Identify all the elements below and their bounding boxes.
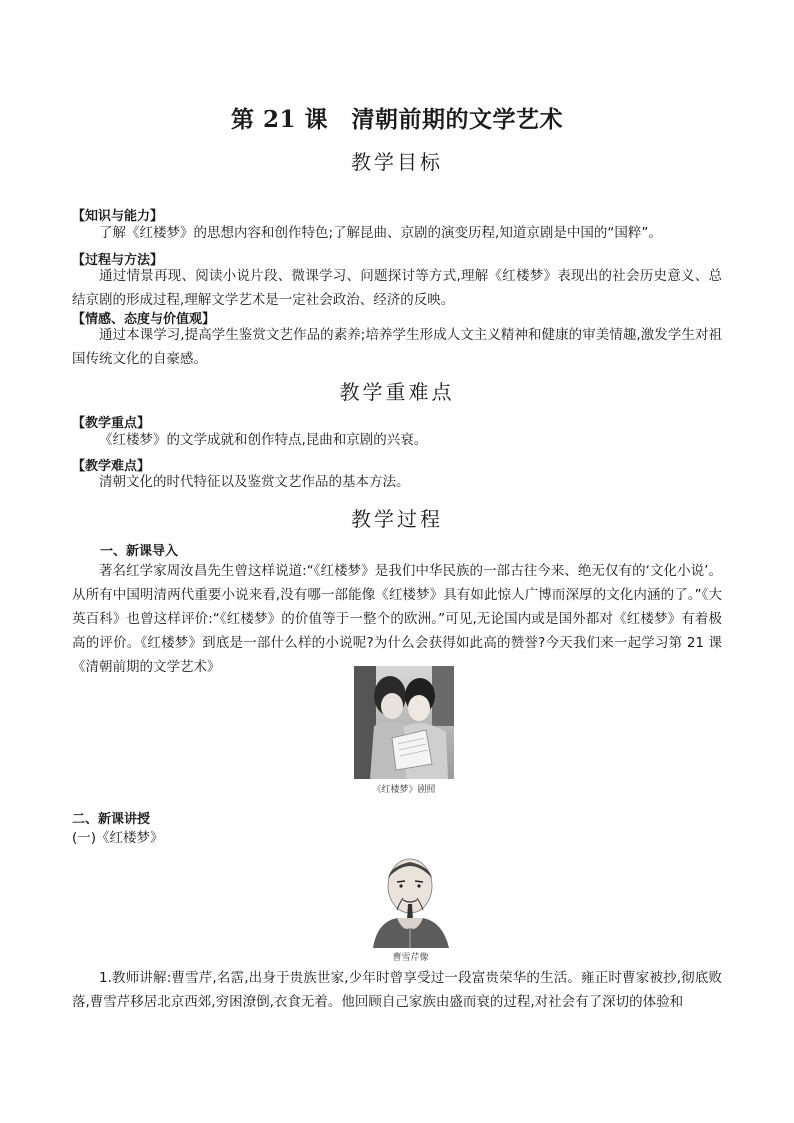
section-heading-keypoints: 教学重难点 [339,380,455,404]
section-heading-process: 教学过程 [351,507,443,531]
process-text-lecture-1: 1.教师讲解:曹雪芹,名霑,出身于贵族世家,少年时曾享受过一段富贵荣华的生活。雍正时曹家被抄,彻底败落,曹雪芹移居北京西郊,穷困潦倒,衣食无着。他回顾自己家族由盛而衰的过程,对社会有了深切的体验和 [72,970,722,1010]
keypoint-text-difficulty: 清朝文化的时代特征以及鉴赏文艺作品的基本方法。 [99,474,410,490]
goal-heading-process: 【过程与方法】 [72,253,164,268]
subheading-hongloumeng: (一)《红楼梦》 [72,830,164,846]
drama-still-caption: 《红楼梦》剧照 [372,785,436,795]
goal-heading-knowledge: 【知识与能力】 [72,209,164,224]
keypoint-text-focus: 《红楼梦》的文学成就和创作特点,昆曲和京剧的兴衰。 [99,432,428,448]
goal-heading-attitude: 【情感、态度与价值观】 [72,312,216,327]
goal-text-process: 通过情景再现、阅读小说片段、微课学习、问题探讨等方式,理解《红楼梦》表现出的社会历史意义、总结京剧的形成过程,理解文学艺术是一定社会政治、经济的反映。 [72,268,722,308]
keypoint-heading-focus: 【教学重点】 [72,416,151,431]
keypoint-heading-difficulty: 【教学难点】 [72,459,151,474]
cao-xueqin-portrait-caption: 曹雪芹像 [392,953,429,963]
lesson-title: 第 21 课 清朝前期的文学艺术 [230,106,564,133]
cao-xueqin-portrait [363,848,458,948]
process-text-intro: 著名红学家周汝昌先生曾这样说道:“《红楼梦》是我们中华民族的一部古往今来、绝无仅有的‘文化小说’。从所有中国明清两代重要小说来看,没有哪一部能像《红楼梦》具有如此惊人广博而深厚的文化内涵的了。”《大英百科》也曾这样评价:“《红楼梦》的价值等于一整个的欧洲。”可见,无论国内或是国外都对《红楼梦》有着极高的评价。《红楼梦》到底是一部什么样的小说呢?为什么会获得如此高的赞誉?今天我们来一起学习第 21 课《清朝前期的文学艺术》 [72,563,722,675]
process-heading-lecture: 二、新课讲授 [72,812,151,827]
drama-still-image [354,666,454,779]
goal-text-attitude: 通过本课学习,提高学生鉴赏文艺作品的素养;培养学生形成人文主义精神和健康的审美情趣,激发学生对祖国传统文化的自豪感。 [72,327,722,367]
section-heading-goals: 教学目标 [351,150,443,174]
goal-text-knowledge: 了解《红楼梦》的思想内容和创作特色;了解昆曲、京剧的演变历程,知道京剧是中国的“国粹”。 [99,225,662,241]
process-heading-intro: 一、新课导入 [100,544,179,559]
